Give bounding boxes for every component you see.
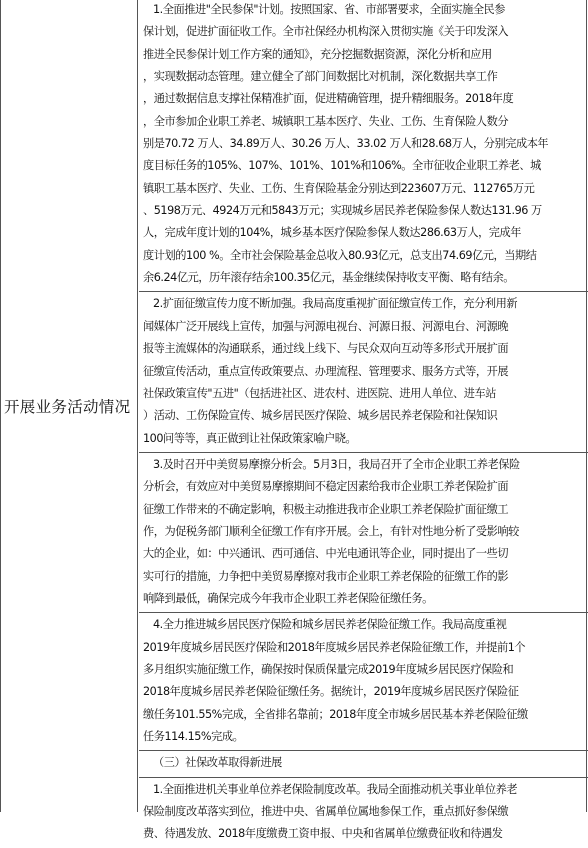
text-line: 3.及时召开中美贸易摩擦分析会。5月3日，我局召开了全市企业职工养老保险 — [153, 457, 520, 471]
text-line: 2019年度城乡居民医疗保险和2018年度城乡居民养老保险征缴工作，并提前1个 — [143, 640, 526, 654]
text-line: 保计划，促进扩面征收工作。全市社保经办机构深入贯彻实施《关于印发深入 — [143, 25, 509, 39]
text-line: 100问等等，真正做到让社保政策家喻户晓。 — [143, 431, 357, 445]
text-line: 镇职工基本医疗、失业、工伤、生育保险基金分别达到223607万元、112765万元 — [143, 181, 535, 195]
text-line: 别是70.72 万人、34.89万人、30.26 万人、33.02 万人和28.68万人，分别完成本年 — [143, 137, 549, 151]
text-line: 响降到最低，确保完成今年我市企业职工养老保险征缴任务。 — [143, 591, 433, 605]
text-line: 大的企业，如：中兴通讯、西可通信、中光电通讯等企业，同时提出了一些切 — [143, 547, 509, 561]
paragraph-4 — [139, 613, 588, 751]
text-line: 人，完成年度计划的104%，城乡基本医疗保险参保人数达286.63万人，完成年 — [143, 226, 522, 240]
text-line: ，实现数据动态管理。建立健全了部门间数据比对机制，深化数据共享工作 — [143, 70, 498, 84]
text-line: 2018年度城乡居民养老保险征缴任务。据统计，2019年度城乡居民医疗保险征 — [143, 685, 519, 699]
text-line: 保险制度改革落实到位，推进中央、省属单位属地参保工作，重点抓好参保缴 — [143, 805, 509, 819]
text-line: 余6.24亿元，历年滚存结余100.35亿元，基金继续保持收支平衡、略有结余。 — [143, 271, 514, 285]
paragraph-1 — [139, 0, 588, 292]
text-line: 推进全民参保计划工作方案的通知》，充分挖掘数据资源，深化分析和应用 — [143, 47, 492, 61]
content-cell — [139, 0, 588, 848]
text-line: 社保政策宣传"五进"（包括进社区、进农村、进医院、进用人单位、进车站 — [143, 386, 496, 400]
text-line: 作，为促税务部门顺利全征缴工作有序开展。会上，有针对性地分析了受影响较 — [143, 524, 519, 538]
paragraph-2 — [139, 292, 588, 452]
text-line: 征缴工作带来的不确定影响，积极主动推进我市企业职工养老保险扩面征缴工 — [143, 502, 509, 516]
text-line: 2.扩面征缴宣传力度不断加强。我局高度重视扩面征缴宣传工作，充分利用新 — [153, 297, 518, 311]
text-line: 度计划的100 %。全市社会保险基金总收入80.93亿元，总支出74.69亿元，当期结 — [143, 248, 537, 262]
text-line: ，全市参加企业职工养老、城镇职工基本医疗、失业、工伤、生育保险人数分 — [143, 114, 509, 128]
text-line: 4.全力推进城乡居民医疗保险和城乡居民养老保险征缴工作。我局高度重视 — [153, 618, 507, 632]
text-line: 征缴宣传活动，重点宣传政策要点、办理流程、管理要求、服务方式等，开展 — [143, 364, 509, 378]
paragraph-6 — [139, 778, 588, 848]
text-line: ）活动、工伤保险宣传、城乡居民医疗保险、城乡居民养老保险和社保知识 — [143, 409, 498, 423]
text-line: 报等主流媒体的沟通联系，通过线上线下、与民众双向互动等多形式开展扩面 — [143, 342, 509, 356]
row-label-cell — [1, 0, 138, 812]
text-line: 缴任务101.55%完成，全省排名靠前；2018年度全市城乡居民基本养老保险征缴 — [143, 707, 528, 721]
section-heading — [139, 751, 588, 777]
text-line: 、5198万元、4924万元和5843万元；实现城乡居民养老保险参保人数达131.96 万 — [143, 204, 542, 218]
text-line: 度目标任务的105%、107%、101%、101%和106%。全市征收企业职工养老、城 — [143, 159, 541, 173]
text-line: 1.全面推进机关事业单位养老保险制度改革。我局全面推动机关事业单位养老 — [153, 782, 518, 796]
text-line: 闻媒体广泛开展线上宣传，加强与河源电视台、河源日报、河源电台、河源晚 — [143, 319, 509, 333]
text-line: 多月组织实施征缴工作，确保按时保质保量完成2019年度城乡居民医疗保险和 — [143, 662, 514, 676]
text-line: ，通过数据信息支撑社保精准扩面，促进精确管理，提升精细服务。2018年度 — [143, 92, 514, 106]
text-line: 费、待遇发放、2018年度缴费工资申报、中央和省属单位缴费征收和待遇发 — [143, 827, 503, 841]
text-line: 1.全面推进"全民参保"计划。按照国家、省、市部署要求，全面实施全民参 — [153, 3, 506, 16]
text-line: 实可行的措施，力争把中美贸易摩擦对我市企业职工养老保险的征缴工作的影 — [143, 569, 509, 583]
text-line: 任务114.15%完成。 — [143, 730, 244, 743]
text-line: （三）社保改革取得新进展 — [153, 756, 282, 770]
row-label: 开展业务活动情况 — [4, 398, 131, 416]
paragraph-3 — [139, 453, 588, 613]
text-line: 分析会，有效应对中美贸易摩擦期间不稳定因素给我市企业职工养老保险扩面 — [143, 480, 509, 494]
